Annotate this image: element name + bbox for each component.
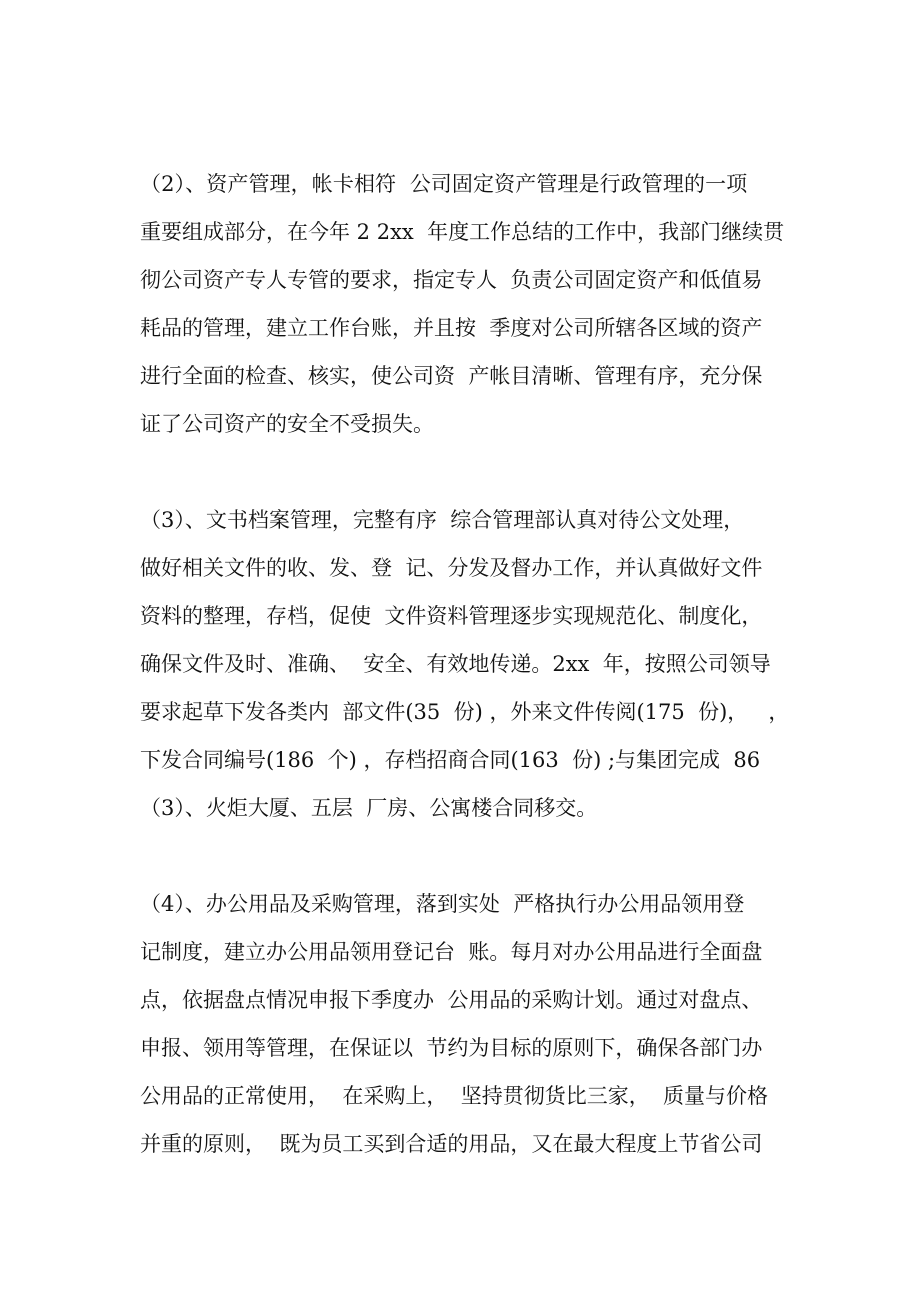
text-line: （2）、资产管理，帐卡相符 公司固定资产管理是行政管理的一项 [140,172,748,196]
text-line: 要求起草下发各类内 部文件(35 份) ，外来文件传阅(175 份)， ， [140,700,790,724]
text-line: 点，依据盘点情况申报下季度办 公用品的采购计划。通过对盘点、 [140,988,763,1012]
text-line: 证了公司资产的安全不受损失。 [140,412,434,436]
text-line: 下发合同编号(186 个) ，存档招商合同(163 份) ;与集团完成 86 [140,748,761,772]
text-line: 重要组成部分，在今年 2 2xx 年度工作总结的工作中，我部门继续贯 [140,220,785,244]
text-line: 进行全面的检查、核实，使公司资 产帐目清晰、管理有序，充分保 [140,364,763,388]
text-line: （3）、文书档案管理，完整有序 综合管理部认真对待公文处理， [140,508,745,532]
text-line: （4）、办公用品及采购管理，落到实处 严格执行办公用品领用登 [140,892,745,916]
text-line: 做好相关文件的收、发、登 记、分发及督办工作，并认真做好文件 [140,556,763,580]
text-line: 申报、领用等管理，在保证以 节约为目标的原则下，确保各部门办 [140,1036,763,1060]
text-line: 资料的整理，存档，促使 文件资料管理逐步实现规范化、制度化， [140,604,763,628]
text-line: 确保文件及时、准确、 安全、有效地传递。2xx 年，按照公司领导 [140,652,771,676]
text-line: 并重的原则， 既为员工买到合适的用品，又在最大程度上节省公司 [140,1132,763,1156]
text-line: （3）、火炬大厦、五层 厂房、公寓楼合同移交。 [140,796,598,820]
text-line: 公用品的正常使用， 在采购上， 坚持贯彻货比三家， 质量与价格 [140,1084,769,1108]
text-line: 记制度，建立办公用品领用登记台 账。每月对办公用品进行全面盘 [140,940,763,964]
text-line: 耗品的管理，建立工作台账，并且按 季度对公司所辖各区域的资产 [140,316,763,340]
text-line: 彻公司资产专人专管的要求，指定专人 负责公司固定资产和低值易 [140,268,763,292]
